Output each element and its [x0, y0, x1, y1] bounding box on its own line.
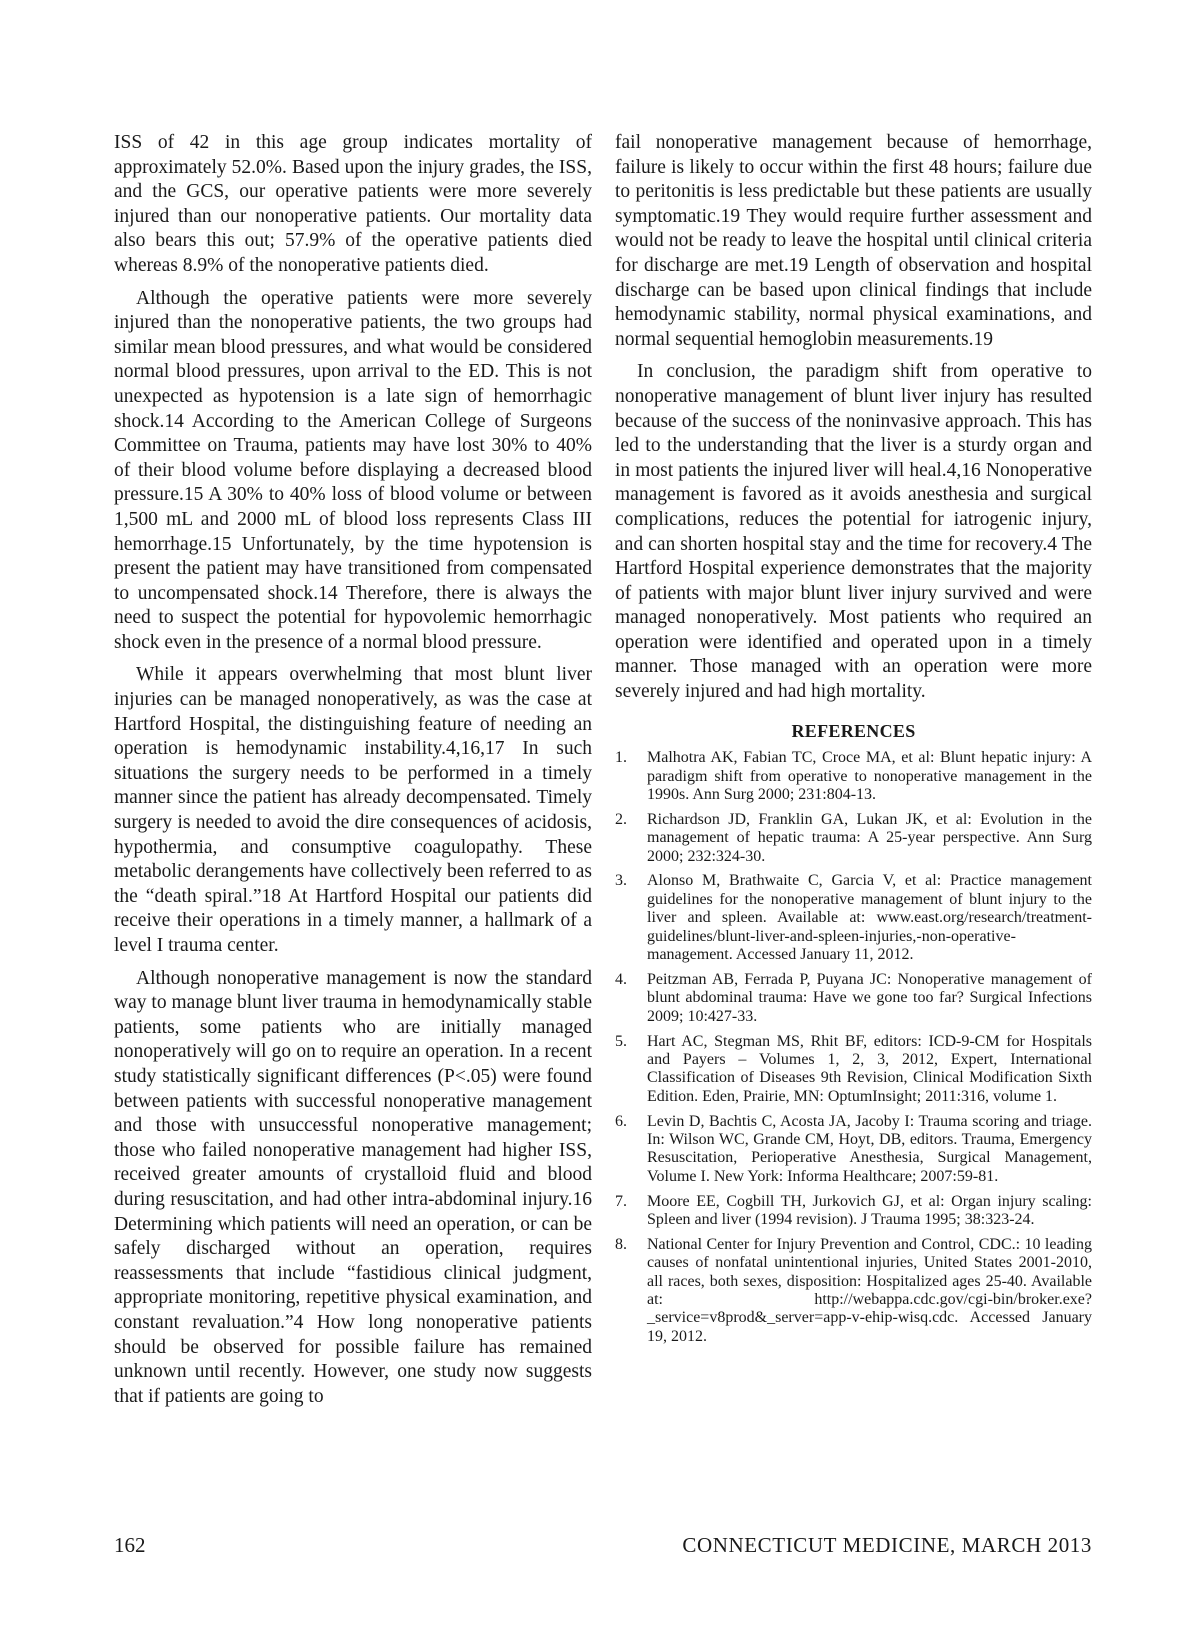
body-paragraph: ISS of 42 in this age group indicates mortality of approximately 52.0%. Based upon the injury grades, the ISS, and the GCS, our operative patients were more severely injured than our nonoperative patients. Our mortality data also bears this out; 57.9% of the operative patients died whereas 8.9% of the nonoperative patients died. — [114, 132, 592, 276]
references-list — [615, 749, 1092, 1346]
body-paragraph: Although nonoperative management is now the standard way to manage blunt liver trauma in hemodynamically stable patients, some patients who are initially managed nonoperatively will go on to require an operation. In a recent study statistically significant differences (P<.05) were found between patients with successful nonoperative management and those with unsuccessful nonoperative management; those who failed nonoperative management had higher ISS, received greater amounts of crystalloid fluid and blood during resuscitation, and had other intra-abdominal injury.16 Determining which patients will need an operation, or can be safely discharged without an operation, requires reassessments that include “fastidious clinical judgment, appropriate monitoring, repetitive physical examination, and constant revaluation.”4 How long nonoperative patients should be observed for possible failure has remained unknown until recently. However, one study now suggests that if patients are going to — [114, 967, 592, 1407]
reference-item — [615, 1193, 1092, 1230]
reference-text: Malhotra AK, Fabian TC, Croce MA, et al: Blunt hepatic injury: A paradigm shift from operative to nonoperative management in the 1990s. Ann Surg 2000; 231:804-13. — [647, 749, 1092, 804]
reference-text: Alonso M, Brathwaite C, Garcia V, et al: Practice management guidelines for the nonoperative management of blunt injury to the liver and spleen. Available at: www.east.org/research/treatment-guidelines/blunt-liver-and-spleen-injuries,-non-operative-management. Accessed January 11, 2012. — [647, 872, 1092, 964]
reference-item — [615, 971, 1092, 1026]
body-paragraph: fail nonoperative management because of hemorrhage, failure is likely to occur within the first 48 hours; failure due to peritonitis is less predictable but these patients are usually symptomatic.19 They would require further assessment and would not be ready to leave the hospital until clinical criteria for discharge are met.19 Length of observation and hospital discharge can be based upon clinical findings that include hemodynamic stability, normal physical examinations, and normal sequential hemoglobin measurements.19 — [615, 132, 1092, 350]
reference-item — [615, 749, 1092, 804]
reference-item — [615, 1113, 1092, 1187]
body-paragraph: While it appears overwhelming that most blunt liver injuries can be managed nonoperatively, as was the case at Hartford Hospital, the distinguishing feature of needing an operation is hemodynamic instability.4,16,17 In such situations the surgery needs to be performed in a timely manner since the patient has already decompensated. Timely surgery is needed to avoid the dire consequences of acidosis, hypothermia, and consumptive coagulopathy. These metabolic derangements have collectively been referred to as the “death spiral.”18 At Hartford Hospital our patients did receive their operations in a timely manner, a hallmark of a level I trauma center. — [114, 664, 592, 956]
journal-footer: CONNECTICUT MEDICINE, MARCH 2013 — [682, 1533, 1092, 1557]
reference-number: 1. — [615, 749, 627, 767]
reference-text: Peitzman AB, Ferrada P, Puyana JC: Nonoperative management of blunt abdominal trauma: Have we gone too far? Surgical Infections 2009; 10:427-33. — [647, 970, 1092, 1025]
reference-number: 6. — [615, 1112, 627, 1130]
reference-number: 5. — [615, 1032, 627, 1050]
reference-item — [615, 1236, 1092, 1346]
reference-number: 2. — [615, 810, 627, 828]
reference-number: 3. — [615, 872, 627, 890]
reference-text: Levin D, Bachtis C, Acosta JA, Jacoby I: Trauma scoring and triage. In: Wilson WC, Grande CM, Hoyt, DB, editors. Trauma, Emergency Resuscitation, Perioperative Anesthesia, Surgical Management, Volume I. New York: Informa Healthcare; 2007:59-81. — [647, 1112, 1092, 1185]
reference-text: Hart AC, Stegman MS, Rhit BF, editors: ICD-9-CM for Hospitals and Payers – Volumes 1, 2, 3, 2012, Expert, International Classification of Diseases 9th Revision, Clinical Modification Sixth Edition. Eden, Prairie, MN: OptumInsight; 2011:316, volume 1. — [647, 1032, 1092, 1105]
right-text-column — [615, 131, 1092, 1353]
reference-text: Richardson JD, Franklin GA, Lukan JK, et al: Evolution in the management of hepatic trauma: A 25-year perspective. Ann Surg 2000; 232:324-30. — [647, 810, 1092, 865]
body-paragraph: In conclusion, the paradigm shift from operative to nonoperative management of blunt liver injury has resulted because of the success of the noninvasive approach. This has led to the understanding that the liver is a sturdy organ and in most patients the injured liver will heal.4,16 Nonoperative management is favored as it avoids anesthesia and surgical complications, reduces the potential for iatrogenic injury, and can shorten hospital stay and the time for recovery.4 The Hartford Hospital experience demonstrates that the majority of patients with major blunt liver injury survived and were managed nonoperatively. Most patients who required an operation were identified and operated upon in a timely manner. Those managed with an operation were more severely injured and had high mortality. — [615, 361, 1092, 703]
references-heading: REFERENCES — [791, 720, 916, 741]
body-paragraph: Although the operative patients were more severely injured than the nonoperative patients, the two groups had similar mean blood pressures, and what would be considered normal blood pressures, upon arrival to the ED. This is not unexpected as hypotension is a late sign of hemorrhagic shock.14 According to the American College of Surgeons Committee on Trauma, patients may have lost 30% to 40% of their blood volume before displaying a decreased blood pressure.15 A 30% to 40% loss of blood volume or between 1,500 mL and 2000 mL of blood loss represents Class III hemorrhage.15 Unfortunately, by the time hypotension is present the patient may have transitioned from compensated to uncompensated shock.14 Therefore, there is always the need to suspect the potential for hypovolemic hemorrhagic shock even in the presence of a normal blood pressure. — [114, 287, 592, 653]
page-number: 162 — [114, 1533, 146, 1557]
reference-number: 4. — [615, 970, 627, 988]
reference-number: 7. — [615, 1192, 627, 1210]
left-text-column — [114, 131, 592, 1417]
reference-text: Moore EE, Cogbill TH, Jurkovich GJ, et al: Organ injury scaling: Spleen and liver (1994 revision). J Trauma 1995; 38:323-24. — [647, 1192, 1092, 1228]
reference-item — [615, 811, 1092, 866]
reference-text: National Center for Injury Prevention and Control, CDC.: 10 leading causes of nonfatal unintentional injuries, United States 2001-2010, all races, both sexes, disposition: Hospitalized ages 25-40. Available at: http://webappa.cdc.gov/cgi-bin/broker.exe?_service=v8prod&_server=app-v-ehip-wisq.cdc. Accessed January 19, 2012. — [647, 1235, 1092, 1345]
reference-item — [615, 1033, 1092, 1107]
reference-item — [615, 872, 1092, 964]
reference-number: 8. — [615, 1235, 627, 1253]
